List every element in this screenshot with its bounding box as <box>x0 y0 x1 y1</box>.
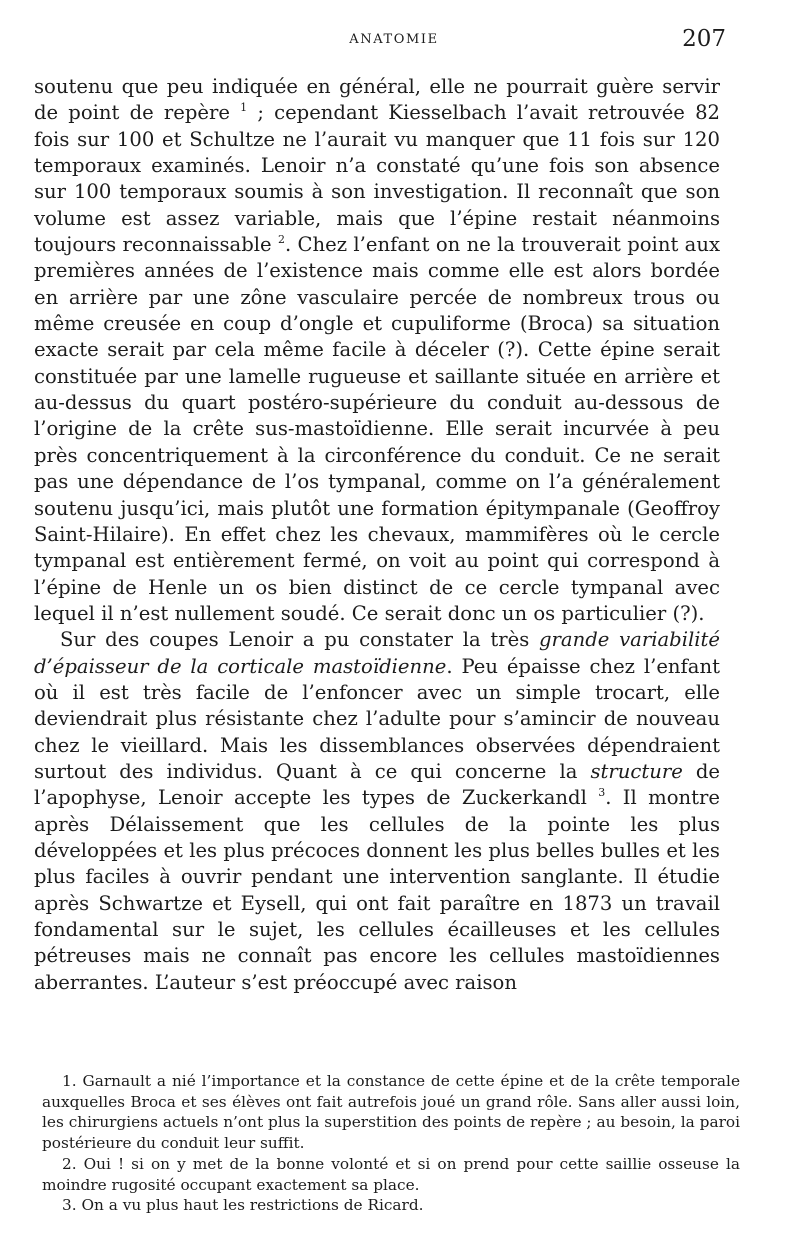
footnote-marker: 2 <box>277 233 285 247</box>
footnote-marker: 1 <box>240 101 248 115</box>
text-run: Sur des coupes Lenoir a pu constater la très <box>60 628 540 652</box>
paragraph <box>34 627 720 996</box>
text-run: . Chez l’enfant on ne la trouverait point aux premières années de l’existence mais comme elle est alors bordée en arrière par une zône vasculaire percée de nombreux trous ou même creusée en coup d’ongle et cupuliforme (Broca) sa situation exacte serait par cela même facile à déceler (?). Cette épine serait constituée par une lamelle rugueuse et saillante située en arrière et au-dessus du quart postéro-supérieure du conduit au-dessous de l’origine de la crête sus-mastoïdienne. Elle serait incurvée à peu près concentriquement à la circonférence du conduit. Ce ne serait pas une dépendance de l’os tympanal, comme on l’a généralement soutenu jusqu’ici, mais plutôt une formation épitympanale (Geoffroy Saint-Hilaire). En effet chez les chevaux, mammifères où le cercle tympanal est entièrement fermé, on voit au point qui correspond à l’épine de Henle un os bien distinct de ce cercle tympanal avec lequel il n’est nullement soudé. Ce serait donc un os particulier (?). <box>34 233 720 625</box>
body-text <box>34 74 720 996</box>
footnote-marker: 3 <box>598 786 606 800</box>
text-run: . Il montre après Délaissement que les cellules de la pointe les plus développées et les plus précoces donnent les plus belles bulles et les plus faciles à ouvrir pendant une intervention sanglante. Il étudie après Schwartze et Eysell, qui ont fait paraître en 1873 un travail fondamental sur le sujet, les cellules écailleuses et les cellules pétreuses mais ne connaît pas encore les cellules mastoïdiennes aberrantes. L’auteur s’est préoccupé avec raison <box>34 786 720 994</box>
text-run: de l’apophyse, Lenoir accepte les types de Zuckerkandl <box>34 759 720 810</box>
italic-text: grande variabilité d’épaisseur de la corticale mastoïdienne <box>34 628 720 678</box>
footnote: 2. Oui ! si on y met de la bonne volonté et si on prend pour cette saillie osseuse la moindre rugosité occupant exactement sa place. <box>42 1154 740 1194</box>
page-number: 207 <box>682 26 726 52</box>
text-run: ; cependant Kiesselbach l’avait retrouvée 82 fois sur 100 et Schultze ne l’aurait vu manquer que 11 fois sur 120 temporaux examinés. Lenoir n’a constaté qu’une fois son absence sur 100 temporaux soumis à son investigation. Il reconnaît que son volume est assez variable, mais que l’épine restait néanmoins toujours reconnaissable <box>34 101 720 257</box>
text-run: . Peu épaisse chez l’enfant où il est très facile de l’enfoncer avec un simple trocart, elle deviendrait plus résistante chez l’adulte pour s’amincir de nouveau chez le vieillard. Mais les dissemblances observées dépendraient surtout des individus. Quant à ce qui concerne la <box>34 654 720 783</box>
footnote: 3. On a vu plus haut les restrictions de Ricard. <box>62 1196 424 1215</box>
book-page <box>34 0 754 1253</box>
running-title: ANATOMIE <box>349 32 439 47</box>
running-head <box>34 26 754 60</box>
footnotes <box>42 1071 740 1216</box>
italic-text: structure <box>590 759 683 783</box>
footnote: 1. Garnault a nié l’importance et la constance de cette épine et de la crête temporale auxquelles Broca et ses élèves ont fait autrefois joué un grand rôle. Sans aller aussi loin, les chirurgiens actuels n’ont plus la superstition des points de repère ; au besoin, la paroi postérieure du conduit leur suffit. <box>42 1072 740 1153</box>
paragraph <box>34 74 720 627</box>
text-run: soutenu que peu indiquée en général, elle ne pourrait guère servir de point de repère <box>34 75 720 125</box>
